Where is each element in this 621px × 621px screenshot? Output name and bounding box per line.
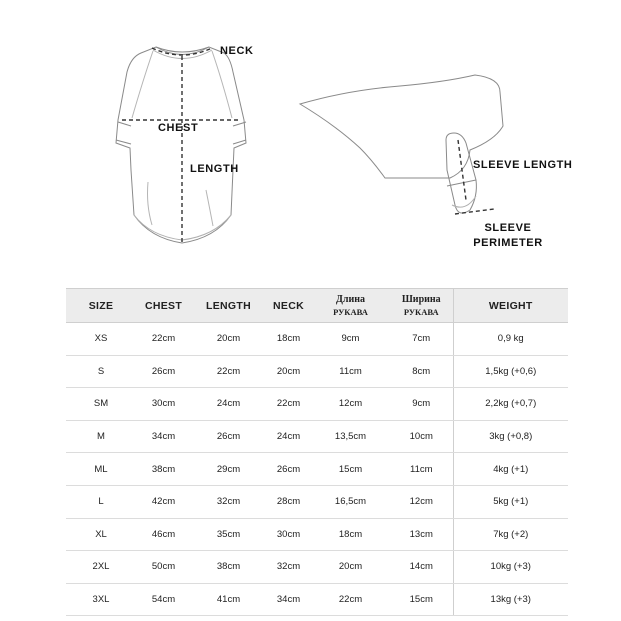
cell-neck: 34cm (266, 583, 311, 616)
table-row (66, 518, 568, 551)
cell-neck: 32cm (266, 551, 311, 584)
measurement-diagram (0, 0, 621, 270)
cell-sleeve-length: 18cm (311, 518, 390, 551)
cell-weight: 13kg (+3) (453, 583, 568, 616)
cell-neck: 24cm (266, 420, 311, 453)
header-length: LENGTH (191, 289, 266, 323)
cell-size: ML (66, 453, 136, 486)
table-row (66, 355, 568, 388)
cell-neck: 20cm (266, 355, 311, 388)
cell-weight: 3kg (+0,8) (453, 420, 568, 453)
cell-sleeve-length: 13,5cm (311, 420, 390, 453)
cell-chest: 26cm (136, 355, 191, 388)
table-body (66, 323, 568, 616)
cell-sleeve-width: 8cm (390, 355, 453, 388)
cell-neck: 30cm (266, 518, 311, 551)
cell-size: XL (66, 518, 136, 551)
cell-sleeve-length: 15cm (311, 453, 390, 486)
cell-sleeve-length: 11cm (311, 355, 390, 388)
cell-size: L (66, 485, 136, 518)
cell-length: 20cm (191, 323, 266, 356)
cell-length: 26cm (191, 420, 266, 453)
cell-length: 32cm (191, 485, 266, 518)
sleeve-perimeter-line2: PERIMETER (473, 237, 543, 249)
cell-sleeve-width: 13cm (390, 518, 453, 551)
cell-sleeve-length: 9cm (311, 323, 390, 356)
header-size: SIZE (66, 289, 136, 323)
cell-neck: 26cm (266, 453, 311, 486)
cell-length: 35cm (191, 518, 266, 551)
cell-neck: 22cm (266, 388, 311, 421)
header-neck: NECK (266, 289, 311, 323)
header-sleeve-length-line1: Длина (335, 293, 365, 305)
cell-sleeve-length: 22cm (311, 583, 390, 616)
cell-length: 38cm (191, 551, 266, 584)
cell-length: 41cm (191, 583, 266, 616)
header-sleeve-length (311, 289, 390, 323)
cell-chest: 30cm (136, 388, 191, 421)
cell-length: 24cm (191, 388, 266, 421)
cell-sleeve-width: 7cm (390, 323, 453, 356)
table-row (66, 420, 568, 453)
cell-weight: 2,2kg (+0,7) (453, 388, 568, 421)
sleeve-perimeter-label (468, 222, 548, 249)
cell-chest: 54cm (136, 583, 191, 616)
cell-sleeve-width: 12cm (390, 485, 453, 518)
table-row (66, 485, 568, 518)
cell-sleeve-width: 15cm (390, 583, 453, 616)
table-header-row (66, 289, 568, 323)
cell-size: M (66, 420, 136, 453)
table-row (66, 388, 568, 421)
cell-chest: 22cm (136, 323, 191, 356)
front-measure-lines (122, 48, 240, 245)
header-sleeve-length-line2: РУКАВА (333, 306, 368, 317)
header-weight: WEIGHT (453, 289, 568, 323)
side-measure-lines (455, 140, 494, 214)
cell-length: 22cm (191, 355, 266, 388)
cell-length: 29cm (191, 453, 266, 486)
table-row (66, 583, 568, 616)
table-row (66, 551, 568, 584)
cell-weight: 10kg (+3) (453, 551, 568, 584)
cell-sleeve-width: 14cm (390, 551, 453, 584)
cell-chest: 34cm (136, 420, 191, 453)
cell-sleeve-width: 9cm (390, 388, 453, 421)
table-row (66, 323, 568, 356)
cell-sleeve-width: 10cm (390, 420, 453, 453)
chest-label: CHEST (158, 122, 199, 134)
cell-neck: 28cm (266, 485, 311, 518)
cell-size: 2XL (66, 551, 136, 584)
cell-weight: 1,5kg (+0,6) (453, 355, 568, 388)
cell-size: XS (66, 323, 136, 356)
cell-chest: 38cm (136, 453, 191, 486)
cell-weight: 4kg (+1) (453, 453, 568, 486)
cell-neck: 18cm (266, 323, 311, 356)
sleeve-perimeter-line1: SLEEVE (484, 222, 532, 234)
cell-weight: 7kg (+2) (453, 518, 568, 551)
cell-weight: 5kg (+1) (453, 485, 568, 518)
header-sleeve-width (390, 289, 453, 323)
header-sleeve-width-line2: РУКАВА (403, 306, 439, 317)
table-row (66, 453, 568, 486)
cell-weight: 0,9 kg (453, 323, 568, 356)
cell-sleeve-length: 20cm (311, 551, 390, 584)
neck-label: NECK (220, 45, 254, 57)
header-chest: CHEST (136, 289, 191, 323)
cell-sleeve-length: 12cm (311, 388, 390, 421)
header-sleeve-width-line1: Ширина (401, 293, 441, 305)
size-chart-table (66, 288, 568, 616)
length-label: LENGTH (190, 163, 239, 175)
cell-size: SM (66, 388, 136, 421)
shirt-front-illustration (116, 47, 246, 243)
cell-chest: 46cm (136, 518, 191, 551)
cell-size: 3XL (66, 583, 136, 616)
shirt-side-illustration (300, 75, 503, 213)
cell-sleeve-length: 16,5cm (311, 485, 390, 518)
cell-chest: 50cm (136, 551, 191, 584)
cell-size: S (66, 355, 136, 388)
cell-chest: 42cm (136, 485, 191, 518)
cell-sleeve-width: 11cm (390, 453, 453, 486)
sleeve-length-label: SLEEVE LENGTH (473, 159, 573, 171)
